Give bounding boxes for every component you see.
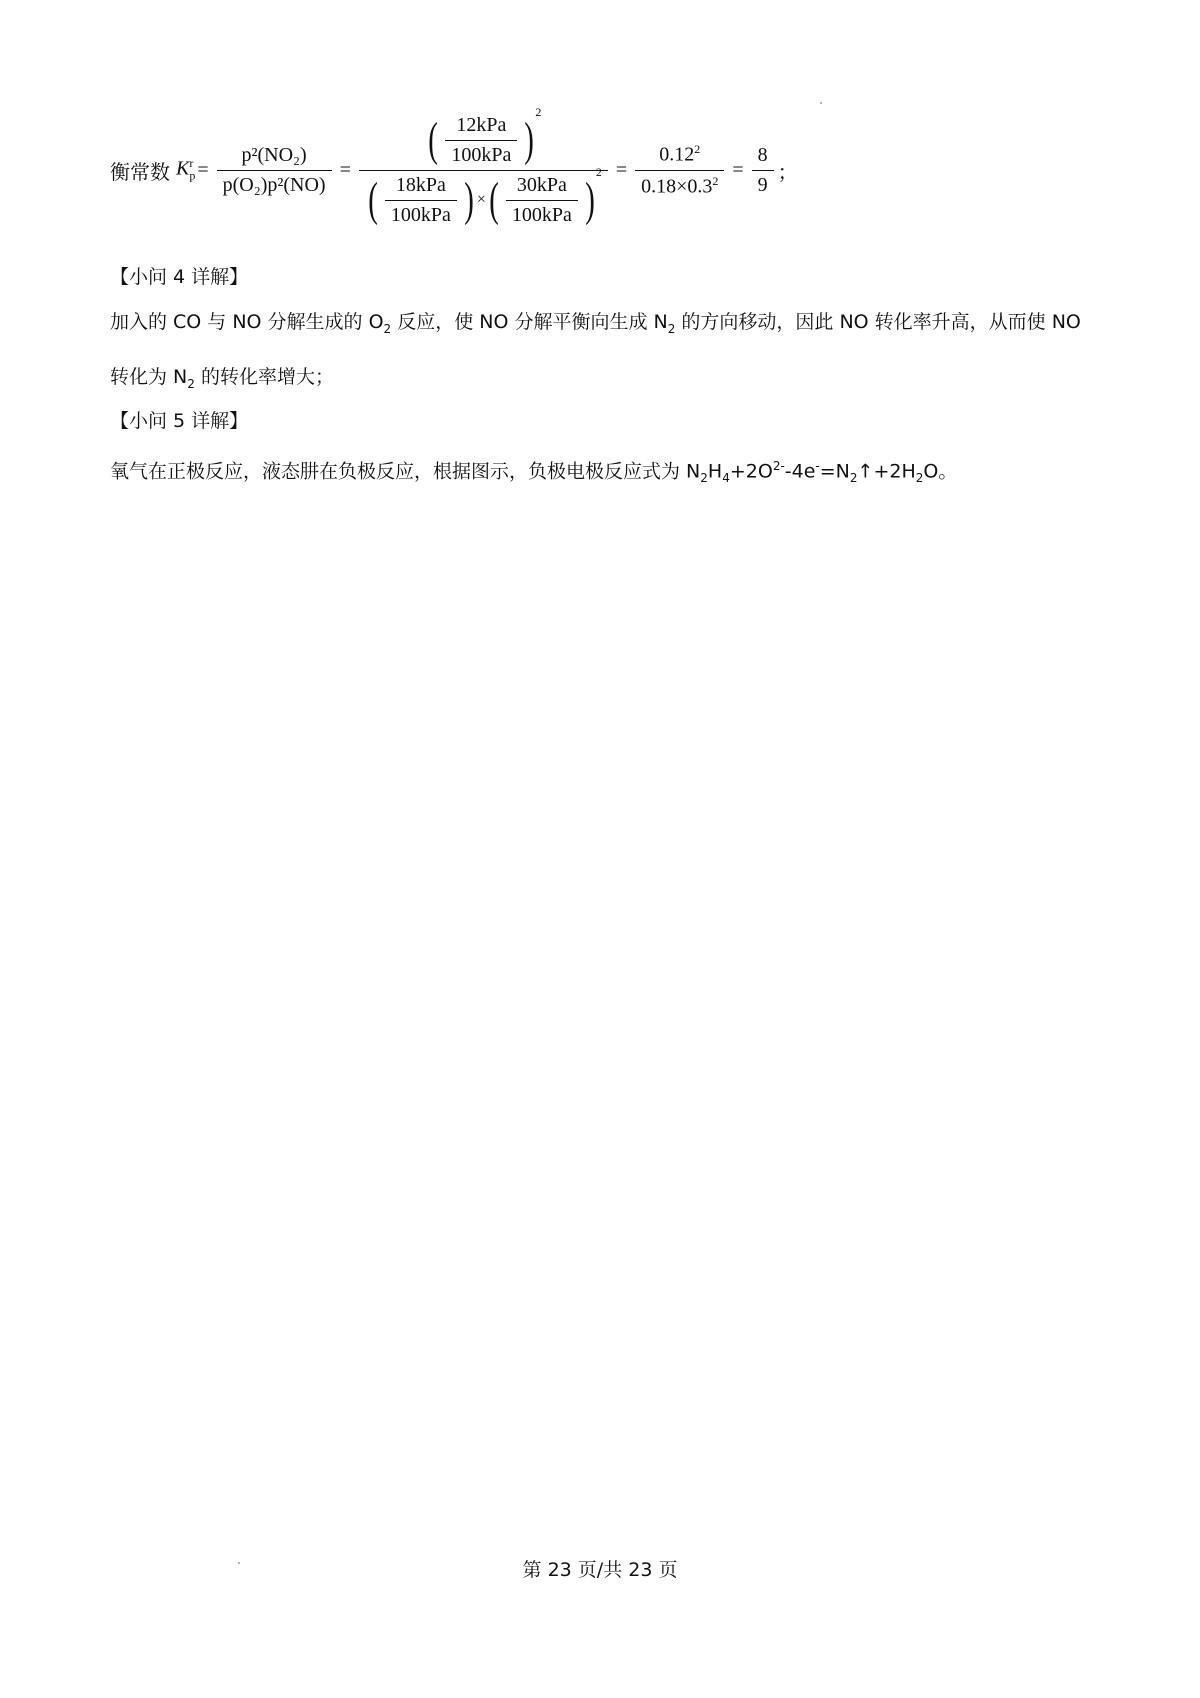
equilibrium-constant-formula: 衡常数 $K_p^r$ = $\frac{\text{p²(NO₂)}}{\text{p(O₂)p²(NO)}}$ = ( $\frac{\text{12kPa}}{\text{100kPa}}$ ) $^2$ ( $\frac{\text{18kPa}}{\text{100kPa}}$ ) × ( $\frac{\text{30kPa}}{\text{100kPa}}$ ) $^2$ = $\frac{0.12^2}{0.18\times 0.3^2}$ = $\frac{8}{9}$ ；	[110, 104, 798, 226]
section-5-paragraph: 氧气在正极反应，液态肼在负极反应，根据图示，负极电极反应式为 $N_2H_4+2O^{2-}-4e^-=N_2↑+2H_2O$。	[110, 459, 958, 486]
fraction-partial-pressures: $\frac{\text{p²(NO₂)}}{\text{p(O₂)p²(NO)}}$	[217, 144, 332, 197]
page-number-footer: 第 23 页/共 23 页	[522, 1559, 678, 1581]
section-4-paragraph: 加入的 CO 与 NO 分解生成的 $O_2$ 反应，使 NO 分解平衡向生成 $N_2$ 的方向移动，因此 NO 转化率升高，从而使 NO 转化为 $N_2$ 的转化率增大；	[110, 311, 1081, 391]
section-5-heading: 【小问 5 详解】	[110, 410, 249, 432]
fraction-numeric: $\frac{0.12^2}{0.18\times 0.3^2}$	[635, 142, 724, 198]
fraction-relative-pressures: ( $\frac{\text{12kPa}}{\text{100kPa}}$ ) $^2$ ( $\frac{\text{18kPa}}{\text{100kPa}}$ ) × ( $\frac{\text{30kPa}}{\text{100kPa}}$ ) $^2$	[359, 114, 608, 227]
equals-sign: =	[197, 158, 209, 181]
fraction-result: $\frac{8}{9}$	[752, 144, 774, 197]
scan-speck	[820, 102, 822, 104]
k-symbol: $K_p^r$	[176, 156, 196, 183]
section-4-heading: 【小问 4 详解】	[110, 266, 249, 288]
formula-suffix: ；	[777, 159, 798, 184]
formula-prefix: 衡常数	[110, 159, 170, 184]
scan-speck	[238, 1562, 240, 1564]
